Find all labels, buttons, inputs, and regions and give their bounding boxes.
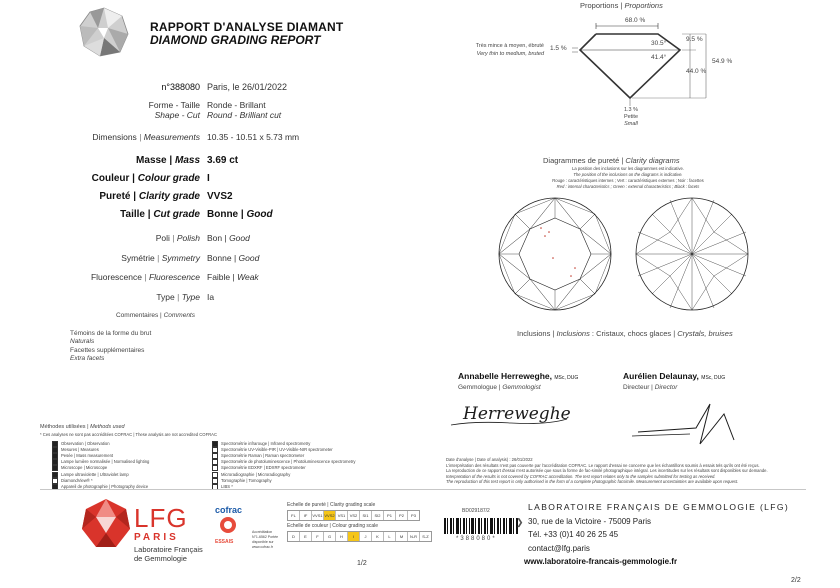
- colour-scale-cell: G: [324, 532, 336, 541]
- lab-email[interactable]: contact@lfg.paris: [528, 544, 590, 553]
- fluorescence-value: Faible | Weak: [207, 272, 259, 282]
- type-label: Type | Type: [156, 292, 200, 302]
- lfg-logo-paris: PARIS: [134, 532, 179, 543]
- girdle-description: Très mince à moyen, ébruté Very thin to medium, bruted: [475, 43, 544, 57]
- proportions-title: Proportions | Proportions: [580, 1, 663, 10]
- polish-label: Poli | Polish: [155, 233, 200, 243]
- report-title-fr: RAPPORT D'ANALYSE DIAMANT: [150, 20, 344, 34]
- clarity-scale: [287, 510, 420, 521]
- total-depth: 54.9 %: [712, 58, 733, 65]
- colour-scale-cell: E: [300, 532, 312, 541]
- fluorescence-label: Fluorescence | Fluorescence: [90, 272, 200, 282]
- measurements-value: 10.35 - 10.51 x 5.73 mm: [207, 132, 300, 142]
- clarity-scale-cell: P3: [411, 513, 416, 518]
- colour-scale-cell: K: [372, 532, 384, 541]
- barcode-code: BD029187/2: [462, 508, 490, 514]
- clarity-diagrams-title: Diagrammes de pureté | Clarity diagrams: [543, 156, 680, 165]
- lfg-logo-text: LFG: [134, 503, 188, 533]
- clarity-value: VVS2: [207, 191, 233, 202]
- check-icon: [212, 478, 218, 484]
- comment-extra-facets: Facettes supplémentaires Extra facets: [70, 347, 145, 362]
- gem-photo: [78, 6, 130, 58]
- signatory-2-name: Aurélien Delaunay, MSc, DUG: [623, 371, 726, 381]
- clarity-scale-cell: SI1: [360, 511, 372, 520]
- signatory-1-name: Annabelle Herreweghe, MSc, DUG: [458, 371, 579, 381]
- check-icon: [212, 447, 218, 453]
- check-icon: [212, 441, 218, 447]
- check-icon: [212, 459, 218, 465]
- svg-text:Herreweghe: Herreweghe: [463, 404, 571, 424]
- colour-scale-cell: F: [312, 532, 324, 541]
- colour-label: Couleur | Colour grade: [91, 173, 200, 184]
- footer-divider: [40, 489, 806, 490]
- check-icon: [52, 441, 58, 447]
- pavilion-depth: 44.0 %: [686, 68, 707, 75]
- clarity-label: Pureté | Clarity grade: [99, 191, 200, 202]
- polish-value: Bon | Good: [207, 233, 250, 243]
- girdle-pct: 1.5 %: [550, 45, 567, 52]
- colour-scale-cell: M: [396, 532, 408, 541]
- colour-scale-label: Echelle de couleur | Colour grading scale: [287, 523, 379, 529]
- cut-label: Taille | Cut grade: [120, 209, 200, 220]
- colour-scale-cell: H: [336, 532, 348, 541]
- page-number-center: 1/2: [357, 560, 367, 567]
- inclusions-line: Inclusions | Inclusions : Cristaux, chocs glaces | Crystals, bruises: [517, 329, 733, 338]
- lab-name: LABORATOIRE FRANÇAIS DE GEMMOLOGIE (LFG): [528, 502, 790, 512]
- type-value: Ia: [207, 292, 215, 302]
- signature-2: [630, 400, 740, 450]
- crown-diagram: [497, 196, 613, 312]
- mass-value: 3.69 ct: [207, 155, 239, 166]
- colour-scale: [287, 531, 432, 542]
- crown-angle: 30.5°: [651, 40, 667, 47]
- comments-heading: Commentaires | Comments: [115, 312, 195, 319]
- culet-info: 1.3 % Petite Small: [623, 107, 639, 127]
- colour-scale-cell: L: [384, 532, 396, 541]
- lab-address: 30, rue de la Victoire - 75009 Paris: [528, 517, 652, 526]
- lab-website[interactable]: www.laboratoire-francais-gemmologie.fr: [524, 557, 678, 566]
- barcode-icon: [444, 518, 518, 534]
- lab-phone: Tél. +33 (0)1 40 26 25 45: [528, 530, 619, 539]
- shape-value: Ronde - Brillant Round - Brilliant cut: [207, 100, 282, 120]
- comment-naturals: Témoins de la forme du brut Naturals: [70, 330, 152, 345]
- colour-scale-cell: N-R: [408, 532, 420, 541]
- clarity-scale-label: Echelle de pureté | Clarity grading scale: [287, 502, 376, 508]
- crown-height: 9.5 %: [686, 36, 703, 43]
- check-icon: [52, 465, 58, 471]
- lfg-logo-icon: [80, 497, 132, 549]
- check-icon: [52, 472, 58, 478]
- pavilion-diagram: [634, 196, 750, 312]
- location-icon: ❯: [516, 517, 524, 527]
- report-title-en: DIAMOND GRADING REPORT: [150, 33, 321, 47]
- lfg-logo-lab: Laboratoire Français de Gemmologie: [134, 545, 203, 563]
- symmetry-value: Bonne | Good: [207, 253, 260, 263]
- check-icon: [52, 478, 58, 484]
- mass-label: Masse | Mass: [136, 155, 200, 166]
- clarity-scale-cell: VS1: [336, 511, 348, 520]
- table-pct: 68.0 %: [625, 17, 646, 24]
- colour-value: I: [207, 173, 210, 184]
- report-date: Paris, le 26/01/2022: [207, 82, 288, 92]
- methods-note: * Ces analyses ne sont pas accréditées COFRAC | These analysis are not accredited COFRAC: [40, 432, 217, 437]
- check-icon: [52, 459, 58, 465]
- check-icon: [52, 453, 58, 459]
- clarity-scale-cell: SI2: [372, 511, 384, 520]
- report-number: n°388080: [161, 82, 200, 92]
- clarity-notes: La position des inclusions sur les diagrammes est indicative. The position of the inclusions on the diagrams is indicative. Rouge : caractéristiques internes ; Vert : caractéristiques externes ; Noir : facettes Red : internal characteristics ; Green : external characteristics ; Black : facets: [552, 166, 704, 189]
- shape-label: Forme - Taille Shape - Cut: [148, 100, 200, 120]
- barcode-number: *388080*: [456, 536, 497, 542]
- cofrac-note: Accréditation N°1-6562 Portée disponible sur www.cofrac.fr: [252, 530, 279, 549]
- cut-value: Bonne | Good: [207, 209, 273, 220]
- measurements-label: Dimensions | Measurements: [92, 132, 200, 142]
- check-icon: [52, 447, 58, 453]
- methods-heading: Méthodes utilisées | Methods used: [40, 424, 125, 430]
- clarity-scale-cell: IF: [300, 511, 312, 520]
- clarity-scale-cell: FL: [288, 511, 300, 520]
- check-icon: [212, 472, 218, 478]
- check-icon: [212, 465, 218, 471]
- colour-scale-cell: I: [348, 532, 360, 541]
- clarity-scale-cell: P2: [396, 511, 408, 520]
- clarity-scale-cell: P1: [384, 511, 396, 520]
- clarity-scale-cell: VVS1: [312, 513, 323, 518]
- clarity-scale-cell: VS2: [348, 511, 360, 520]
- cofrac-logo: cofrac ESSAIS: [215, 505, 243, 545]
- colour-scale-cell: J: [360, 532, 372, 541]
- colour-scale-cell: D: [288, 532, 300, 541]
- pavilion-angle: 41.4°: [651, 54, 667, 61]
- signatory-1-role: Gemmologue | Gemmologist: [458, 384, 541, 391]
- signature-1: [445, 395, 575, 440]
- page-number-right: 2/2: [791, 577, 801, 584]
- methods-right-list: Spectrométrie infrarouge | Infrared spectrometry Spectrométrie UV-Visible-PIR | UV-Visible-NIR spectrometer Spectrométrie Raman | Raman spectrometer Spectrométrie de photoluminescence | Photoluminescence spectrometry Spectrométrie EDXRF | EDXRF spectrometer Microradiographie | Microradiography Tomographie | Tomography LIBS *: [212, 441, 355, 490]
- colour-scale-cell: S-Z: [422, 534, 429, 539]
- symmetry-label: Symétrie | Symmetry: [121, 253, 200, 263]
- check-icon: [212, 453, 218, 459]
- methods-left-list: Observation | Observation Mesures | Measures Pesée | Mass measurement Lampe lumière normalisée | Normalised lighting Microscope | Microscope Lampe ultraviolette | Ultraviolet lamp DiamondView® * Appareil de photographie | Photography device: [52, 441, 149, 490]
- disclaimer: Date d'analyse | Date of analysis) : 26/01/2022 L'interprétation des résultats n'est pas couverte par l'accréditation COFRAC. Le rapport d'essai ne concerne que les échantillons soumis à essais tels qu'ils ont été reçus. La reproduction de ce rapport d'essai n'est autorisée que sous la forme de fac-similé photographique intégral. Les incertitudes sur les résultats sont disponibles sur demande. Interpretation of the results is not covered by COFRAC accreditation. The test report relates only to the samples submitted for testing as received. The reproduction of this test report is only authorised in the form of a complete photographic facsimile. Measurement uncertainties are available upon request.: [446, 457, 768, 484]
- clarity-scale-cell: VVS2: [324, 513, 335, 518]
- signatory-2-role: Directeur | Director: [623, 384, 678, 391]
